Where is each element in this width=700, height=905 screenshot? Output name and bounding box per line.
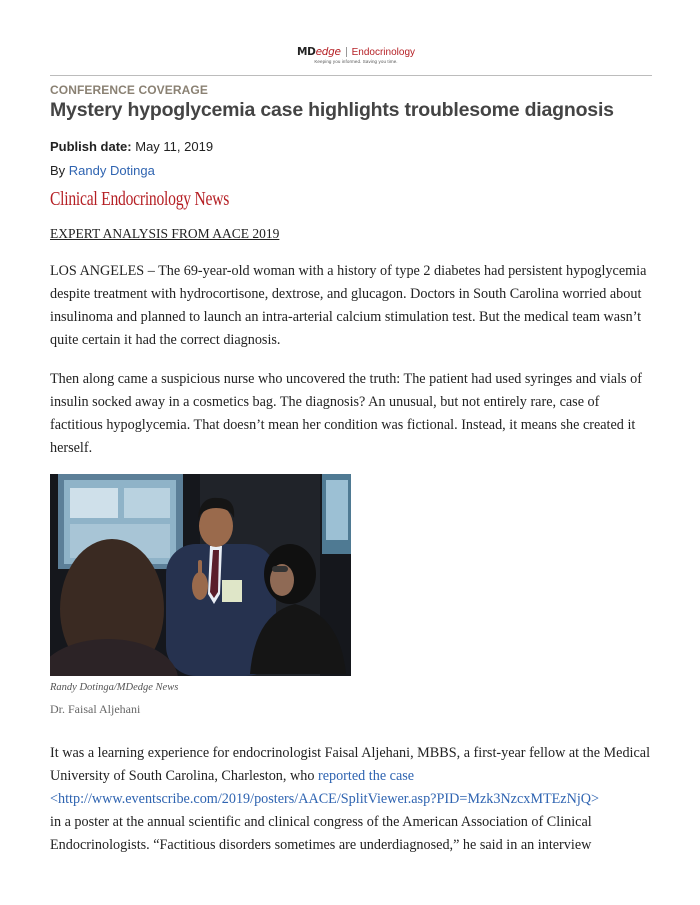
article-kicker: EXPERT ANALYSIS FROM AACE 2019	[50, 226, 280, 241]
publish-date	[50, 139, 213, 154]
masthead-logo[interactable]	[276, 46, 436, 68]
author-link[interactable]: Randy Dotinga	[68, 163, 155, 178]
reported-case-link[interactable]: reported the case	[317, 768, 415, 784]
masthead-tagline: Keeping you informed. Saving you time.	[314, 59, 398, 64]
paragraph-3-intro: It was a learning experience for endocrinologist Faisal Aljehani, MBBS, a first-year fellow at the Medical University of South Carolina, Charleston, who	[50, 745, 651, 784]
publish-date-value: May 11, 2019	[135, 139, 214, 154]
article-headline: Mystery hypoglycemia case highlights troublesome diagnosis	[50, 99, 614, 121]
masthead-divider	[346, 47, 347, 57]
by-label: By	[50, 163, 66, 178]
byline	[50, 163, 155, 178]
header-divider	[50, 75, 652, 76]
paragraph-3-rest: in a poster at the annual scientific and clinical congress of the American Association of Clinical Endocrinologists. “Factitious disorders sometimes are underdiagnosed,” he said in an interview	[50, 814, 592, 853]
section-label: CONFERENCE COVERAGE	[50, 83, 208, 97]
poster-url-link[interactable]: <http://www.eventscribe.com/2019/posters/AACE/SplitViewer.asp?PID=Mzk3NzcxMTEzNjQ>	[50, 791, 600, 807]
paragraph-1: LOS ANGELES – The 69-year-old woman with a history of type 2 diabetes had persistent hypoglycemia despite treatment with hydrocortisone, dextrose, and glucagon. Doctors in South Carolina worried about insulinoma and planned to launch an intra-arterial calcium stimulation test. But the medical team wasn’t quite certain it had the correct diagnosis.	[50, 263, 647, 348]
publication-logo: Clinical Endocrinology News	[50, 188, 230, 210]
paragraph-2: Then along came a suspicious nurse who uncovered the truth: The patient had used syringes and vials of insulin socked away in a cosmetics bag. The diagnosis? An unusual, but not entirely rare, case of factitious hypoglycemia. That doesn’t mean her condition was fictional. Instead, it means she created it herself.	[50, 371, 642, 456]
photo-caption: Dr. Faisal Aljehani	[50, 702, 141, 716]
masthead-section: Endocrinology	[351, 47, 415, 58]
masthead-row	[276, 46, 436, 58]
article-photo	[50, 474, 351, 676]
brand-name: MDedge	[296, 46, 341, 58]
publish-label: Publish date:	[50, 139, 132, 154]
paragraph-3	[50, 742, 652, 857]
photo-credit: Randy Dotinga/MDedge News	[50, 682, 179, 693]
photo-illustration	[50, 474, 351, 676]
